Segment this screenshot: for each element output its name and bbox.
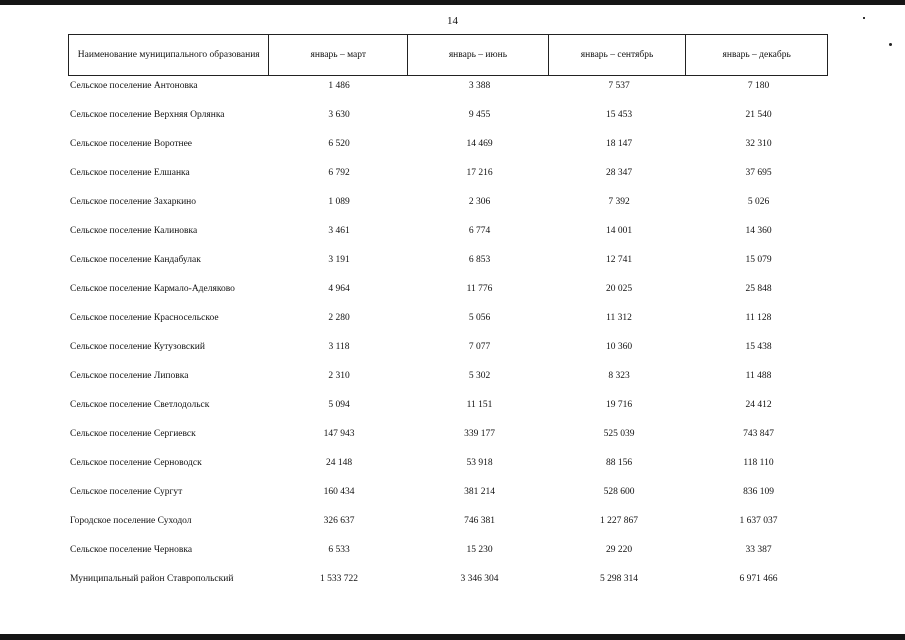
top-border <box>0 0 905 5</box>
cell-value: 3 191 <box>328 255 350 265</box>
cell-value: 7 392 <box>608 197 630 207</box>
cell-value: 6 774 <box>468 226 491 236</box>
cell-value: 1 227 867 <box>600 516 638 526</box>
municipality-name: Сельское поселение Серноводск <box>70 458 202 468</box>
cell-value: 5 302 <box>468 371 491 381</box>
cell-value: 3 118 <box>328 342 350 352</box>
municipality-name: Сельское поселение Красносельское <box>70 313 219 323</box>
cell-value: 21 540 <box>745 110 772 120</box>
cell-value: 25 848 <box>745 284 772 294</box>
cell-value: 88 156 <box>605 458 633 468</box>
cell-value: 836 109 <box>743 487 774 497</box>
cell-value: 24 412 <box>745 400 772 410</box>
cell-value: 15 438 <box>745 342 772 352</box>
table-row <box>0 340 905 354</box>
cell-value: 2 306 <box>468 197 491 207</box>
header-h1: январь – июнь <box>408 35 549 75</box>
cell-value: 326 637 <box>323 516 355 526</box>
cell-value: 11 128 <box>745 313 772 323</box>
table-row <box>0 514 905 528</box>
cell-value: 3 461 <box>328 226 350 236</box>
table-row <box>0 311 905 325</box>
table-row <box>0 543 905 557</box>
municipality-name: Муниципальный район Ставропольский <box>70 574 234 584</box>
municipality-name: Сельское поселение Кандабулак <box>70 255 201 265</box>
municipality-name: Сельское поселение Верхняя Орлянка <box>70 110 225 120</box>
cell-value: 525 039 <box>603 429 635 439</box>
cell-value: 2 310 <box>328 371 350 381</box>
cell-value: 7 537 <box>608 81 630 91</box>
cell-value: 29 220 <box>605 545 633 555</box>
cell-value: 15 230 <box>466 545 493 555</box>
cell-value: 1 486 <box>328 81 350 91</box>
cell-value: 3 630 <box>328 110 350 120</box>
municipality-name: Сельское поселение Кутузовский <box>70 342 205 352</box>
table-row <box>0 427 905 441</box>
cell-value: 3 346 304 <box>460 574 499 584</box>
table-row <box>0 166 905 180</box>
municipality-name: Сельское поселение Захаркино <box>70 197 196 207</box>
municipality-name: Сельское поселение Черновка <box>70 545 193 555</box>
table-row <box>0 195 905 209</box>
cell-value: 7 077 <box>468 342 491 352</box>
table-row <box>0 485 905 499</box>
table-row <box>0 224 905 238</box>
cell-value: 339 177 <box>464 429 495 439</box>
cell-value: 37 695 <box>745 168 772 178</box>
cell-value: 12 741 <box>605 255 633 265</box>
cell-value: 5 298 314 <box>600 574 638 584</box>
table-row <box>0 456 905 470</box>
cell-value: 160 434 <box>323 487 355 497</box>
header-9m: январь – сентябрь <box>549 35 687 75</box>
cell-value: 3 388 <box>468 81 491 91</box>
municipality-name: Сельское поселение Воротнее <box>70 139 193 149</box>
cell-value: 2 280 <box>328 313 350 323</box>
municipality-name: Сельское поселение Светлодольск <box>70 400 210 410</box>
table-row <box>0 108 905 122</box>
cell-value: 6 520 <box>328 139 350 149</box>
cell-value: 17 216 <box>466 168 493 178</box>
cell-value: 8 323 <box>608 371 630 381</box>
cell-value: 6 853 <box>468 255 491 265</box>
cell-value: 15 079 <box>745 255 772 265</box>
header-q1: январь – март <box>269 35 408 75</box>
cell-value: 14 001 <box>605 226 633 236</box>
cell-value: 11 312 <box>606 313 632 323</box>
table-header <box>68 34 828 76</box>
cell-value: 1 637 037 <box>739 516 778 526</box>
cell-value: 4 964 <box>328 284 350 294</box>
municipality-name: Сельское поселение Калиновка <box>70 226 198 236</box>
scan-speck <box>889 43 892 46</box>
cell-value: 746 381 <box>464 516 495 526</box>
cell-value: 6 792 <box>328 168 350 178</box>
cell-value: 14 360 <box>745 226 772 236</box>
cell-value: 20 025 <box>605 284 633 294</box>
table-row <box>0 369 905 383</box>
header-year: январь – декабрь <box>722 49 791 60</box>
cell-value: 14 469 <box>466 139 493 149</box>
scan-speck <box>863 17 865 19</box>
cell-value: 53 918 <box>466 458 493 468</box>
municipality-name: Городское поселение Суходол <box>70 516 192 526</box>
bottom-border <box>0 634 905 640</box>
cell-value: 6 971 466 <box>739 574 778 584</box>
cell-value: 6 533 <box>328 545 350 555</box>
cell-value: 147 943 <box>323 429 355 439</box>
table-row <box>0 572 905 586</box>
cell-value: 28 347 <box>605 168 633 178</box>
cell-value: 118 110 <box>743 458 774 468</box>
cell-value: 33 387 <box>745 545 772 555</box>
cell-value: 743 847 <box>743 429 774 439</box>
cell-value: 528 600 <box>603 487 635 497</box>
table-row <box>0 137 905 151</box>
cell-value: 11 151 <box>466 400 493 410</box>
cell-value: 10 360 <box>605 342 633 352</box>
municipality-name: Сельское поселение Антоновка <box>70 81 198 91</box>
table-row <box>0 79 905 93</box>
table-row <box>0 398 905 412</box>
municipality-name: Сельское поселение Кармало-Аделяково <box>70 284 235 294</box>
cell-value: 5 094 <box>328 400 350 410</box>
table-row <box>0 253 905 267</box>
header-name: Наименование муниципального образования <box>69 35 269 75</box>
municipality-name: Сельское поселение Сургут <box>70 487 183 497</box>
cell-value: 19 716 <box>605 400 633 410</box>
municipality-name: Сельское поселение Липовка <box>70 371 189 381</box>
cell-value: 11 776 <box>466 284 493 294</box>
municipality-name: Сельское поселение Елшанка <box>70 168 190 178</box>
cell-value: 15 453 <box>605 110 633 120</box>
cell-value: 5 026 <box>747 197 770 207</box>
page-number: 14 <box>447 15 458 27</box>
cell-value: 5 056 <box>468 313 491 323</box>
cell-value: 9 455 <box>468 110 491 120</box>
cell-value: 11 488 <box>745 371 772 381</box>
cell-value: 24 148 <box>325 458 353 468</box>
cell-value: 32 310 <box>745 139 772 149</box>
cell-value: 7 180 <box>747 81 770 91</box>
table-row <box>0 282 905 296</box>
cell-value: 1 089 <box>328 197 350 207</box>
municipality-name: Сельское поселение Сергиевск <box>70 429 196 439</box>
cell-value: 18 147 <box>605 139 633 149</box>
cell-value: 1 533 722 <box>320 574 358 584</box>
cell-value: 381 214 <box>464 487 495 497</box>
